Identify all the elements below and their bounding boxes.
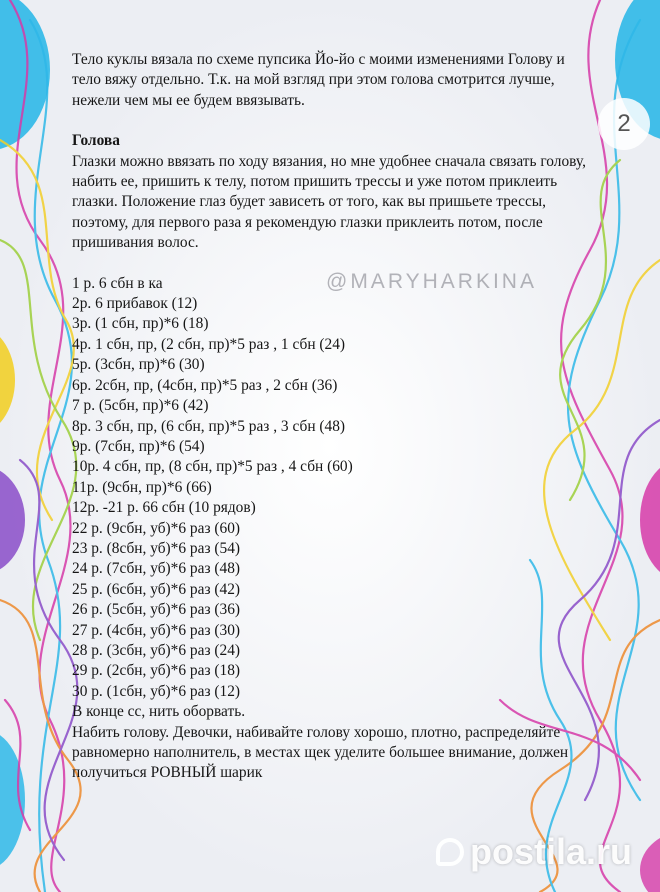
ending-line: В конце сс, нить оборвать. [72, 703, 246, 721]
pattern-row: 2р. 6 прибавок (12) [72, 295, 198, 313]
eyes-paragraph: Глазки можно ввязать по ходу вязания, но мне удобнее сначала связать голову, набить ее, пришить к телу, потом пришить трессы и уже потом приклеить глазки. Положение глаз будет зависеть от того, как вы пришьете трессы, поэтому, для первого раза я рекомендую глазки приклеить потом, после пришивания волос. [72, 152, 586, 252]
pattern-row: 12р. -21 р. 66 сбн (10 рядов) [72, 499, 256, 517]
pattern-row: 24 р. (7сбн, уб)*6 раз (48) [72, 560, 241, 578]
pattern-row: 25 р. (6сбн, уб)*6 раз (42) [72, 580, 241, 598]
pattern-row: 7 р. (5сбн, пр)*6 (42) [72, 397, 209, 415]
pattern-row: 8р. 3 сбн, пр, (6 сбн, пр)*5 раз , 3 сбн (48) [72, 417, 346, 435]
pattern-row: 29 р. (2сбн, уб)*6 раз (18) [72, 662, 241, 680]
site-logo [436, 830, 632, 874]
pattern-row: 28 р. (3сбн, уб)*6 раз (24) [72, 641, 241, 659]
row-list [72, 274, 592, 703]
pattern-row: 22 р. (9сбн, уб)*6 раз (60) [72, 519, 241, 537]
section-title: Голова [72, 132, 120, 150]
pattern-row: 26 р. (5сбн, уб)*6 раз (36) [72, 601, 241, 619]
pattern-row: 10р. 4 сбн, пр, (8 сбн, пр)*5 раз , 4 сбн (60) [72, 458, 353, 476]
pattern-row: 3р. (1 сбн, пр)*6 (18) [72, 315, 209, 333]
stuffing-paragraph: Набить голову. Девочки, набивайте голову хорошо, плотно, распределяйте равномерно наполнитель, в местах щек уделите большее внимание, должен получиться РОВНЫЙ шарик [72, 723, 569, 782]
pattern-row: 1 р. 6 сбн в ка [72, 274, 163, 292]
pattern-row: 9р. (7сбн, пр)*6 (54) [72, 437, 205, 455]
pattern-row: 6р. 2сбн, пр, (4сбн, пр)*5 раз , 2 сбн (36) [72, 376, 338, 394]
author-watermark: @MARYHARKINA [326, 270, 537, 293]
postila-logo-icon [436, 838, 464, 866]
pattern-row: 27 р. (4сбн, уб)*6 раз (30) [72, 621, 241, 639]
intro-paragraph: Тело куклы вязала по схеме пупсика Йо-йо с моими изменениями Голову и тело вяжу отдельно. Т.к. на мой взгляд при этом голова смотрится лучше, нежели чем мы ее будем ввязывать. [72, 51, 565, 109]
page-number: 2 [617, 110, 631, 137]
pattern-row: 4р. 1 сбн, пр, (2 сбн, пр)*5 раз , 1 сбн (24) [72, 335, 346, 353]
pattern-row: 5р. (3сбн, пр)*6 (30) [72, 356, 205, 374]
page-number-badge [598, 98, 650, 150]
pattern-row: 30 р. (1сбн, уб)*6 раз (12) [72, 682, 241, 700]
pattern-row: 23 р. (8сбн, уб)*6 раз (54) [72, 539, 241, 557]
site-logo-text: postila.ru [470, 831, 633, 872]
pattern-row: 11р. (9сбн, пр)*6 (66) [72, 478, 212, 496]
pattern-text [72, 50, 592, 784]
